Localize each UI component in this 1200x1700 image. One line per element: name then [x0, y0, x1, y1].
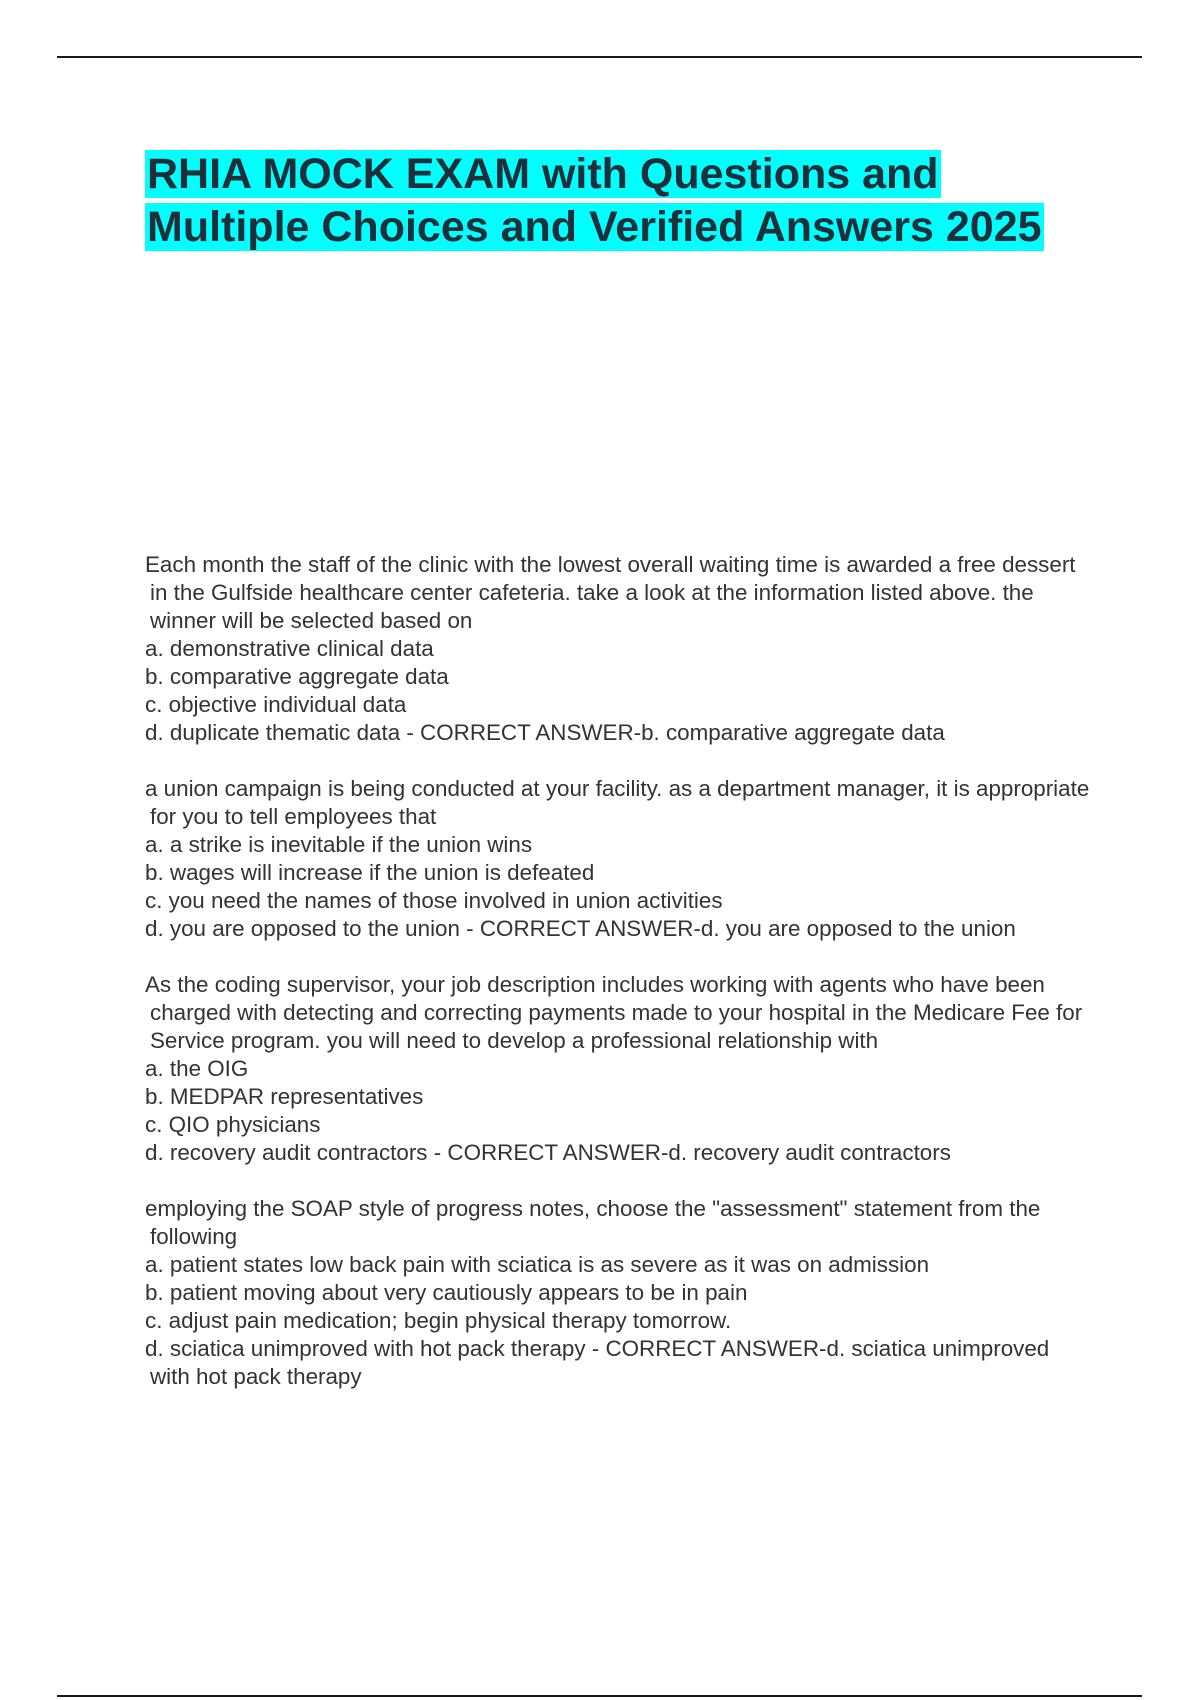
- option-c: c. QIO physicians: [145, 1112, 321, 1137]
- question-list: [145, 551, 1095, 1419]
- option-d-with-answer: d. sciatica unimproved with hot pack therapy - CORRECT ANSWER-d. sciatica unimproved with hot pack therapy: [145, 1336, 1050, 1389]
- question-text: Each month the staff of the clinic with the lowest overall waiting time is awarded a free dessert in the Gulfside healthcare center cafeteria. take a look at the information listed above. the winner will be selected based on: [145, 552, 1076, 633]
- option-b: b. patient moving about very cautiously appears to be in pain: [145, 1280, 748, 1305]
- option-a: a. a strike is inevitable if the union wins: [145, 832, 533, 857]
- option-d-with-answer: d. you are opposed to the union - CORRECT ANSWER-d. you are opposed to the union: [145, 916, 1016, 941]
- option-a: a. patient states low back pain with sciatica is as severe as it was on admission: [145, 1252, 930, 1277]
- option-c: c. you need the names of those involved in union activities: [145, 888, 723, 913]
- question-4: [145, 1195, 1095, 1391]
- document-title: [145, 148, 1045, 254]
- top-rule: [57, 56, 1142, 58]
- title-highlight: RHIA MOCK EXAM with Questions and Multiple Choices and Verified Answers 2025: [147, 150, 1042, 251]
- option-a: a. the OIG: [145, 1056, 249, 1081]
- question-3: [145, 971, 1095, 1167]
- option-d-with-answer: d. duplicate thematic data - CORRECT ANSWER-b. comparative aggregate data: [145, 720, 945, 745]
- option-c: c. adjust pain medication; begin physical therapy tomorrow.: [145, 1308, 732, 1333]
- option-d-with-answer: d. recovery audit contractors - CORRECT ANSWER-d. recovery audit contractors: [145, 1140, 951, 1165]
- option-b: b. MEDPAR representatives: [145, 1084, 424, 1109]
- question-text: As the coding supervisor, your job description includes working with agents who have been charged with detecting and correcting payments made to your hospital in the Medicare Fee for Service program. you will need to develop a professional relationship with: [145, 972, 1083, 1053]
- option-a: a. demonstrative clinical data: [145, 636, 434, 661]
- option-b: b. comparative aggregate data: [145, 664, 449, 689]
- option-c: c. objective individual data: [145, 692, 407, 717]
- option-b: b. wages will increase if the union is defeated: [145, 860, 595, 885]
- bottom-rule: [57, 1695, 1142, 1697]
- question-text: a union campaign is being conducted at your facility. as a department manager, it is appropriate for you to tell employees that: [145, 776, 1090, 829]
- question-1: [145, 551, 1095, 747]
- question-text: employing the SOAP style of progress notes, choose the "assessment" statement from the following: [145, 1196, 1041, 1249]
- question-2: [145, 775, 1095, 943]
